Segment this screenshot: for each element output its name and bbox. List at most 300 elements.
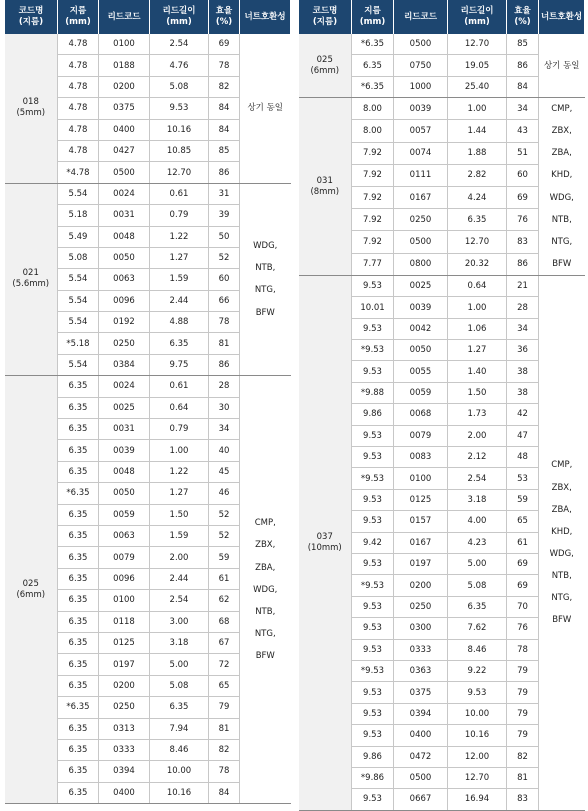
diameter-cell: 4.78 [58, 34, 99, 55]
efficiency-cell: 59 [209, 547, 240, 568]
diameter-cell: 10.01 [352, 297, 394, 318]
lead-length-cell: 1.27 [150, 483, 209, 504]
lead-length-cell: 1.44 [448, 120, 507, 142]
diameter-cell: *9.86 [352, 767, 394, 788]
lead-length-cell: 3.18 [150, 632, 209, 653]
lead-code-cell: 0059 [99, 504, 150, 525]
efficiency-cell: 86 [507, 55, 539, 76]
lead-code-cell: 0750 [394, 55, 448, 76]
lead-length-cell: 9.22 [448, 660, 507, 681]
lead-code-cell: 0074 [394, 142, 448, 164]
lead-code-cell: 0400 [99, 782, 150, 803]
lead-code-cell: 0500 [394, 34, 448, 55]
efficiency-cell: 82 [209, 76, 240, 97]
header-lead-length: 리드길이 (mm) [150, 0, 209, 34]
lead-length-cell: 2.82 [448, 164, 507, 186]
lead-code-cell: 0025 [394, 275, 448, 296]
efficiency-cell: 52 [209, 247, 240, 268]
lead-length-cell: 2.12 [448, 447, 507, 468]
code-name: 021 [22, 268, 39, 279]
lead-length-cell: 12.70 [150, 162, 209, 183]
efficiency-cell: 67 [209, 632, 240, 653]
efficiency-cell: 59 [507, 489, 539, 510]
nut-compat-item: KHD, [551, 526, 573, 537]
lead-code-cell: 0250 [394, 596, 448, 617]
lead-code-cell: 0096 [99, 568, 150, 589]
lead-code-cell: 0472 [394, 746, 448, 767]
diameter-cell: 4.78 [58, 76, 99, 97]
nut-compat-item: BFW [552, 615, 572, 626]
diameter-cell: 6.35 [58, 782, 99, 803]
diameter-cell: *4.78 [58, 162, 99, 183]
diameter-cell: 9.53 [352, 703, 394, 724]
diameter-cell: *6.35 [352, 34, 394, 55]
lead-code-cell: 0039 [394, 297, 448, 318]
diameter-cell: 9.53 [352, 639, 394, 660]
code-cell [5, 34, 58, 183]
efficiency-cell: 79 [209, 697, 240, 718]
diameter-cell: 5.54 [58, 183, 99, 204]
lead-code-cell: 0500 [394, 767, 448, 788]
efficiency-cell: 53 [507, 468, 539, 489]
lead-length-cell: 9.53 [448, 682, 507, 703]
diameter-cell: 6.35 [58, 525, 99, 546]
efficiency-cell: 82 [209, 739, 240, 760]
diameter-cell: 9.53 [352, 275, 394, 296]
lead-code-cell: 0068 [394, 404, 448, 425]
diameter-cell: 6.35 [58, 675, 99, 696]
nut-compat-item: NTB, [551, 214, 572, 225]
nut-compat-item: NTB, [255, 263, 276, 274]
lead-code-cell: 0031 [99, 205, 150, 226]
lead-length-cell: 2.00 [448, 425, 507, 446]
table-row [5, 376, 291, 397]
lead-length-cell: 4.24 [448, 187, 507, 209]
efficiency-cell: 76 [507, 618, 539, 639]
nut-compat-item: ZBA, [551, 504, 572, 515]
efficiency-cell: 28 [507, 297, 539, 318]
nut-compat-cell [240, 34, 291, 183]
lead-length-cell: 1.50 [448, 382, 507, 403]
lead-code-cell: 0096 [99, 290, 150, 311]
lead-code-cell: 0333 [394, 639, 448, 660]
nut-compat-item: ZBA, [255, 562, 276, 573]
header-lead-code: 리드코드 [394, 0, 448, 34]
efficiency-cell: 79 [507, 660, 539, 681]
diameter-cell: *9.53 [352, 340, 394, 361]
lead-length-cell: 2.54 [150, 34, 209, 55]
lead-code-cell: 0079 [99, 547, 150, 568]
lead-code-cell: 0048 [99, 461, 150, 482]
code-size: (8mm) [310, 186, 340, 197]
lead-code-cell: 0157 [394, 511, 448, 532]
efficiency-cell: 65 [507, 511, 539, 532]
lead-length-cell: 10.85 [150, 140, 209, 161]
diameter-cell: 9.53 [352, 318, 394, 339]
diameter-cell: 7.92 [352, 164, 394, 186]
code-name: 031 [316, 175, 333, 186]
header-efficiency: 효율 (%) [507, 0, 539, 34]
nut-compat-cell [240, 183, 291, 376]
nut-compat-item: 상기 동일 [543, 60, 580, 71]
diameter-cell: 9.53 [352, 789, 394, 810]
lead-code-cell: 0024 [99, 376, 150, 397]
lead-length-cell: 3.18 [448, 489, 507, 510]
efficiency-cell: 69 [209, 34, 240, 55]
efficiency-cell: 82 [507, 746, 539, 767]
efficiency-cell: 79 [507, 725, 539, 746]
efficiency-cell: 30 [209, 397, 240, 418]
lead-length-cell: 20.32 [448, 253, 507, 275]
lead-code-cell: 0500 [99, 162, 150, 183]
lead-code-cell: 0400 [99, 119, 150, 140]
efficiency-cell: 39 [209, 205, 240, 226]
efficiency-cell: 21 [507, 275, 539, 296]
lead-length-cell: 1.50 [150, 504, 209, 525]
efficiency-cell: 86 [209, 354, 240, 375]
diameter-cell: 9.53 [352, 425, 394, 446]
diameter-cell: 6.35 [58, 761, 99, 782]
efficiency-cell: 69 [507, 554, 539, 575]
nut-compat-cell [539, 98, 585, 276]
code-size: (5mm) [16, 108, 46, 119]
lead-length-cell: 9.75 [150, 354, 209, 375]
efficiency-cell: 69 [507, 187, 539, 209]
lead-length-cell: 10.16 [150, 119, 209, 140]
code-size: (6mm) [310, 65, 340, 76]
lead-code-cell: 0055 [394, 361, 448, 382]
efficiency-cell: 48 [507, 447, 539, 468]
code-name: 025 [22, 578, 39, 589]
lead-code-cell: 0250 [394, 209, 448, 231]
lead-table-right [298, 0, 585, 811]
lead-length-cell: 12.00 [448, 746, 507, 767]
lead-code-cell: 0363 [394, 660, 448, 681]
diameter-cell: 5.08 [58, 247, 99, 268]
diameter-cell: 8.00 [352, 98, 394, 120]
efficiency-cell: 52 [209, 525, 240, 546]
nut-compat-item: NTB, [551, 570, 572, 581]
lead-length-cell: 5.08 [448, 575, 507, 596]
nut-compat-item: WDG, [253, 584, 278, 595]
lead-length-cell: 1.40 [448, 361, 507, 382]
diameter-cell: 9.53 [352, 489, 394, 510]
table-row [5, 183, 291, 204]
diameter-cell: *6.35 [58, 483, 99, 504]
efficiency-cell: 45 [209, 461, 240, 482]
lead-code-cell: 0048 [99, 226, 150, 247]
efficiency-cell: 81 [209, 333, 240, 354]
diameter-cell: 6.35 [58, 632, 99, 653]
efficiency-cell: 65 [209, 675, 240, 696]
lead-code-cell: 0800 [394, 253, 448, 275]
efficiency-cell: 47 [507, 425, 539, 446]
lead-code-cell: 0039 [394, 98, 448, 120]
lead-length-cell: 0.64 [150, 397, 209, 418]
lead-length-cell: 10.16 [448, 725, 507, 746]
efficiency-cell: 85 [507, 34, 539, 55]
lead-code-cell: 0313 [99, 718, 150, 739]
lead-code-cell: 0125 [394, 489, 448, 510]
lead-code-cell: 0118 [99, 611, 150, 632]
lead-code-cell: 0667 [394, 789, 448, 810]
lead-code-cell: 0050 [99, 247, 150, 268]
diameter-cell: *9.53 [352, 575, 394, 596]
lead-code-cell: 0125 [99, 632, 150, 653]
efficiency-cell: 60 [209, 269, 240, 290]
efficiency-cell: 40 [209, 440, 240, 461]
lead-length-cell: 2.44 [150, 568, 209, 589]
code-name: 018 [22, 97, 39, 108]
lead-length-cell: 5.00 [448, 554, 507, 575]
lead-code-cell: 0197 [394, 554, 448, 575]
diameter-cell: *6.35 [352, 76, 394, 97]
nut-compat-cell [539, 275, 585, 810]
header-diameter: 지름 (mm) [58, 0, 99, 34]
diameter-cell: 6.35 [58, 718, 99, 739]
lead-code-cell: 0300 [394, 618, 448, 639]
header-nut-compat: 너트호환성 [240, 0, 291, 34]
lead-length-cell: 1.59 [150, 525, 209, 546]
lead-code-cell: 0079 [394, 425, 448, 446]
lead-length-cell: 2.54 [150, 590, 209, 611]
lead-code-cell: 0050 [99, 483, 150, 504]
header-lead-code: 리드코드 [99, 0, 150, 34]
diameter-cell: 7.77 [352, 253, 394, 275]
efficiency-cell: 81 [507, 767, 539, 788]
lead-length-cell: 5.08 [150, 76, 209, 97]
diameter-cell: 5.18 [58, 205, 99, 226]
lead-code-cell: 0200 [394, 575, 448, 596]
lead-length-cell: 2.54 [448, 468, 507, 489]
lead-code-cell: 0400 [394, 725, 448, 746]
nut-compat-item: WDG, [549, 548, 574, 559]
table-body-right [299, 34, 585, 810]
lead-length-cell: 1.06 [448, 318, 507, 339]
lead-code-cell: 0375 [394, 682, 448, 703]
diameter-cell: 5.54 [58, 354, 99, 375]
lead-length-cell: 1.22 [150, 461, 209, 482]
lead-length-cell: 0.64 [448, 275, 507, 296]
header-nut-compat: 너트호환성 [539, 0, 585, 34]
diameter-cell: 6.35 [58, 568, 99, 589]
lead-length-cell: 1.22 [150, 226, 209, 247]
diameter-cell: 7.92 [352, 209, 394, 231]
efficiency-cell: 76 [507, 209, 539, 231]
diameter-cell: 5.54 [58, 290, 99, 311]
nut-compat-item: ZBX, [255, 540, 276, 551]
lead-length-cell: 6.35 [448, 209, 507, 231]
efficiency-cell: 78 [209, 761, 240, 782]
diameter-cell: 9.53 [352, 596, 394, 617]
lead-code-cell: 0192 [99, 312, 150, 333]
diameter-cell: 6.35 [58, 397, 99, 418]
efficiency-cell: 86 [209, 162, 240, 183]
lead-code-cell: 0057 [394, 120, 448, 142]
lead-code-cell: 0200 [99, 76, 150, 97]
diameter-cell: 8.00 [352, 120, 394, 142]
header-diameter: 지름 (mm) [352, 0, 394, 34]
lead-code-cell: 0100 [394, 468, 448, 489]
nut-compat-item: CMP, [551, 460, 573, 471]
lead-code-cell: 0250 [99, 333, 150, 354]
code-size: (6mm) [16, 589, 46, 600]
efficiency-cell: 84 [507, 76, 539, 97]
lead-length-cell: 19.05 [448, 55, 507, 76]
header-efficiency: 효율 (%) [209, 0, 240, 34]
nut-compat-item: NTG, [551, 236, 573, 247]
lead-length-cell: 4.00 [448, 511, 507, 532]
efficiency-cell: 52 [209, 504, 240, 525]
lead-length-cell: 12.70 [448, 34, 507, 55]
lead-code-cell: 0167 [394, 187, 448, 209]
diameter-cell: 7.92 [352, 231, 394, 253]
efficiency-cell: 61 [507, 532, 539, 553]
efficiency-cell: 84 [209, 782, 240, 803]
efficiency-cell: 84 [209, 119, 240, 140]
diameter-cell: 6.35 [58, 504, 99, 525]
lead-code-cell: 0039 [99, 440, 150, 461]
table-body-left [5, 34, 291, 804]
header-row [299, 0, 585, 34]
code-cell [299, 98, 352, 276]
nut-compat-item: CMP, [254, 518, 276, 529]
lead-length-cell: 2.44 [150, 290, 209, 311]
lead-length-cell: 2.00 [150, 547, 209, 568]
efficiency-cell: 66 [209, 290, 240, 311]
efficiency-cell: 34 [507, 98, 539, 120]
lead-code-cell: 0050 [394, 340, 448, 361]
lead-code-cell: 0200 [99, 675, 150, 696]
efficiency-cell: 85 [209, 140, 240, 161]
nut-compat-item: BFW [552, 258, 572, 269]
lead-length-cell: 10.16 [150, 782, 209, 803]
code-cell [5, 376, 58, 804]
efficiency-cell: 78 [507, 639, 539, 660]
diameter-cell: 9.53 [352, 725, 394, 746]
header-code: 코드명 (지름) [299, 0, 352, 34]
efficiency-cell: 68 [209, 611, 240, 632]
lead-length-cell: 5.00 [150, 654, 209, 675]
lead-code-cell: 0167 [394, 532, 448, 553]
diameter-cell: 9.53 [352, 361, 394, 382]
header-row [5, 0, 291, 34]
diameter-cell: 6.35 [58, 419, 99, 440]
nut-compat-item: CMP, [551, 104, 573, 115]
lead-code-cell: 0197 [99, 654, 150, 675]
efficiency-cell: 83 [507, 231, 539, 253]
efficiency-cell: 34 [507, 318, 539, 339]
lead-code-cell: 0100 [99, 34, 150, 55]
code-name: 025 [316, 54, 333, 65]
efficiency-cell: 42 [507, 404, 539, 425]
diameter-cell: 6.35 [58, 547, 99, 568]
lead-table-left [4, 0, 291, 804]
table-row [299, 275, 585, 296]
lead-length-cell: 0.61 [150, 183, 209, 204]
lead-code-cell: 0100 [99, 590, 150, 611]
diameter-cell: 6.35 [58, 654, 99, 675]
nut-compat-cell [240, 376, 291, 804]
efficiency-cell: 78 [209, 55, 240, 76]
code-size: (10mm) [307, 542, 342, 553]
lead-length-cell: 1.73 [448, 404, 507, 425]
efficiency-cell: 38 [507, 361, 539, 382]
diameter-cell: 6.35 [58, 376, 99, 397]
code-cell [299, 275, 352, 810]
efficiency-cell: 72 [209, 654, 240, 675]
diameter-cell: 9.42 [352, 532, 394, 553]
lead-length-cell: 1.88 [448, 142, 507, 164]
lead-length-cell: 1.00 [150, 440, 209, 461]
table-row [299, 34, 585, 55]
efficiency-cell: 62 [209, 590, 240, 611]
lead-length-cell: 4.23 [448, 532, 507, 553]
lead-code-cell: 0250 [99, 697, 150, 718]
lead-code-cell: 0394 [99, 761, 150, 782]
lead-code-cell: 0500 [394, 231, 448, 253]
efficiency-cell: 34 [209, 419, 240, 440]
diameter-cell: 4.78 [58, 140, 99, 161]
diameter-cell: 5.54 [58, 312, 99, 333]
lead-code-cell: 1000 [394, 76, 448, 97]
lead-code-cell: 0111 [394, 164, 448, 186]
lead-length-cell: 7.62 [448, 618, 507, 639]
efficiency-cell: 46 [209, 483, 240, 504]
lead-length-cell: 8.46 [448, 639, 507, 660]
lead-code-cell: 0333 [99, 739, 150, 760]
diameter-cell: 6.35 [58, 440, 99, 461]
efficiency-cell: 43 [507, 120, 539, 142]
diameter-cell: 9.53 [352, 447, 394, 468]
diameter-cell: 7.92 [352, 142, 394, 164]
diameter-cell: *6.35 [58, 697, 99, 718]
diameter-cell: 6.35 [58, 739, 99, 760]
nut-compat-item: NTG, [254, 285, 276, 296]
nut-compat-item: BFW [255, 307, 275, 318]
efficiency-cell: 61 [209, 568, 240, 589]
diameter-cell: 9.53 [352, 511, 394, 532]
lead-length-cell: 8.46 [150, 739, 209, 760]
efficiency-cell: 79 [507, 703, 539, 724]
header-lead-length: 리드길이 (mm) [448, 0, 507, 34]
efficiency-cell: 78 [209, 312, 240, 333]
lead-length-cell: 1.00 [448, 297, 507, 318]
nut-compat-item: ZBX, [551, 126, 572, 137]
diameter-cell: *9.53 [352, 468, 394, 489]
lead-length-cell: 1.27 [150, 247, 209, 268]
nut-compat-item: NTB, [255, 606, 276, 617]
nut-compat-item: ZBX, [551, 482, 572, 493]
diameter-cell: 9.53 [352, 682, 394, 703]
lead-length-cell: 1.59 [150, 269, 209, 290]
efficiency-cell: 38 [507, 382, 539, 403]
diameter-cell: 6.35 [58, 590, 99, 611]
efficiency-cell: 70 [507, 596, 539, 617]
lead-length-cell: 16.94 [448, 789, 507, 810]
lead-length-cell: 0.79 [150, 419, 209, 440]
lead-length-cell: 0.61 [150, 376, 209, 397]
efficiency-cell: 84 [209, 98, 240, 119]
efficiency-cell: 86 [507, 253, 539, 275]
lead-length-cell: 12.70 [448, 231, 507, 253]
lead-code-cell: 0083 [394, 447, 448, 468]
diameter-cell: *5.18 [58, 333, 99, 354]
diameter-cell: *9.88 [352, 382, 394, 403]
lead-length-cell: 9.53 [150, 98, 209, 119]
efficiency-cell: 69 [507, 575, 539, 596]
diameter-cell: 6.35 [352, 55, 394, 76]
